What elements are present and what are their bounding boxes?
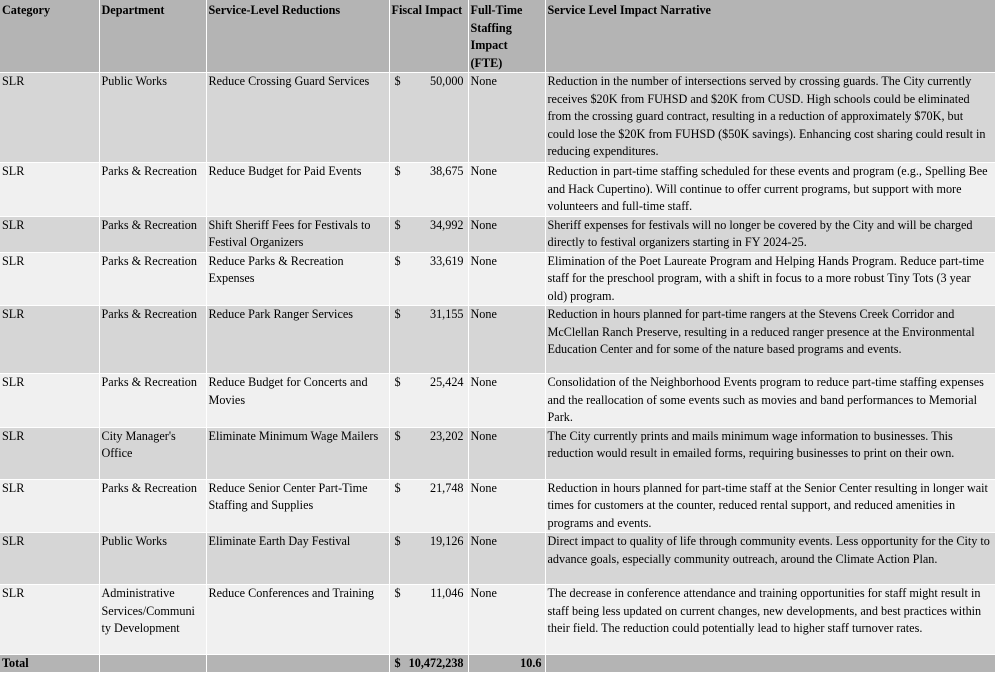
- cell-currency: $: [394, 375, 401, 389]
- total-empty-department: [99, 655, 206, 673]
- total-fiscal-impact: [389, 655, 468, 673]
- cell-currency: $: [394, 307, 401, 321]
- cell-fiscal-impact: [389, 306, 468, 374]
- cell-category: SLR: [0, 252, 99, 306]
- total-label: Total: [0, 655, 99, 673]
- header-row: [0, 0, 995, 73]
- cell-fte: None: [468, 252, 545, 306]
- cell-department: Parks & Recreation: [99, 479, 206, 533]
- cell-fiscal-impact: [389, 374, 468, 428]
- table-row: [0, 306, 995, 374]
- cell-fte: None: [468, 306, 545, 374]
- cell-narrative: Elimination of the Poet Laureate Program and Helping Hands Program. Reduce part-time staff for the preschool program, with a shift in focus to a more robust Tiny Tots (3 year old) program.: [545, 252, 995, 306]
- header-category: Category: [0, 0, 99, 73]
- total-amount: 10,472,238: [408, 656, 464, 670]
- table-row: [0, 73, 995, 163]
- cell-reduction: Reduce Conferences and Training: [206, 585, 389, 655]
- cell-amount: 25,424: [429, 375, 464, 389]
- cell-narrative: Direct impact to quality of life through community events. Less opportunity for the City to advance goals, especially community outreach, around the Climate Action Plan.: [545, 533, 995, 585]
- cell-category: SLR: [0, 585, 99, 655]
- cell-currency: $: [394, 217, 401, 232]
- cell-narrative: Consolidation of the Neighborhood Events program to reduce part-time staffing expenses and the reallocation of some events such as movies and band performances to Memorial Park.: [545, 374, 995, 428]
- cell-fiscal-impact: [389, 479, 468, 533]
- total-row: [0, 655, 995, 673]
- cell-amount: 11,046: [430, 586, 464, 600]
- cell-narrative: Sheriff expenses for festivals will no longer be covered by the City and will be charged directly to festival organizers starting in FY 2024-25.: [545, 216, 995, 252]
- cell-reduction: Eliminate Minimum Wage Mailers: [206, 427, 389, 479]
- cell-category: SLR: [0, 374, 99, 428]
- cell-amount: 21,748: [429, 480, 464, 495]
- cell-fte: None: [468, 427, 545, 479]
- cell-currency: $: [394, 480, 401, 495]
- cell-fte: None: [468, 374, 545, 428]
- cell-fiscal-impact: [389, 216, 468, 252]
- cell-reduction: Reduce Budget for Concerts and Movies: [206, 374, 389, 428]
- table-row: [0, 427, 995, 479]
- cell-fiscal-impact: [389, 163, 468, 217]
- cell-narrative: Reduction in hours planned for part-time rangers at the Stevens Creek Corridor and McClellan Ranch Preserve, resulting in a reduced ranger presence at the Environmental Education Center and for some of the nature based programs and events.: [545, 306, 995, 374]
- table-row: [0, 252, 995, 306]
- cell-fte: None: [468, 479, 545, 533]
- total-currency: $: [394, 656, 401, 670]
- total-fte: 10.6: [468, 655, 545, 673]
- cell-fiscal-impact: [389, 427, 468, 479]
- cell-narrative: The City currently prints and mails minimum wage information to businesses. This reduction would result in emailed forms, requiring businesses to print on their own.: [545, 427, 995, 479]
- header-fte: Full-Time Staffing Impact (FTE): [468, 0, 545, 73]
- cell-narrative: Reduction in the number of intersections served by crossing guards. The City currently receives $20K from FUHSD and $20K from CUSD. High schools could be eliminated from the crossing guard contract, resulting in a reduction of approximately $70K, but could lose the $20K from FUHSD ($50K savings). Enhancing cost sharing could result in reducing expenditures.: [545, 73, 995, 163]
- cell-fiscal-impact: [389, 533, 468, 585]
- cell-department: Parks & Recreation: [99, 216, 206, 252]
- cell-department: City Manager's Office: [99, 427, 206, 479]
- cell-reduction: Reduce Park Ranger Services: [206, 306, 389, 374]
- cell-currency: $: [394, 74, 401, 88]
- total-empty-reduction: [206, 655, 389, 673]
- cell-amount: 34,992: [429, 217, 464, 232]
- cell-amount: 31,155: [429, 307, 464, 321]
- cell-reduction: Reduce Crossing Guard Services: [206, 73, 389, 163]
- cell-reduction: Eliminate Earth Day Festival: [206, 533, 389, 585]
- cell-category: SLR: [0, 73, 99, 163]
- cell-department: Parks & Recreation: [99, 306, 206, 374]
- cell-amount: 19,126: [429, 534, 464, 548]
- cell-fte: None: [468, 585, 545, 655]
- cell-category: SLR: [0, 216, 99, 252]
- cell-fte: None: [468, 533, 545, 585]
- cell-fiscal-impact: [389, 252, 468, 306]
- cell-currency: $: [394, 586, 401, 600]
- cell-department: Parks & Recreation: [99, 252, 206, 306]
- table-row: [0, 216, 995, 252]
- cell-narrative: Reduction in hours planned for part-time staff at the Senior Center resulting in longer wait times for customers at the counter, reduced rental support, and reduced amenities in programs and events.: [545, 479, 995, 533]
- cell-department: Public Works: [99, 73, 206, 163]
- cell-reduction: Reduce Budget for Paid Events: [206, 163, 389, 217]
- cell-fte: None: [468, 163, 545, 217]
- header-department: Department: [99, 0, 206, 73]
- cell-fte: None: [468, 216, 545, 252]
- table-row: [0, 374, 995, 428]
- cell-reduction: Reduce Senior Center Part-Time Staffing and Supplies: [206, 479, 389, 533]
- cell-fiscal-impact: [389, 585, 468, 655]
- cell-currency: $: [394, 253, 401, 268]
- cell-amount: 38,675: [429, 164, 464, 178]
- cell-category: SLR: [0, 427, 99, 479]
- cell-fte: None: [468, 73, 545, 163]
- cell-category: SLR: [0, 533, 99, 585]
- cell-category: SLR: [0, 479, 99, 533]
- cell-department: Parks & Recreation: [99, 374, 206, 428]
- header-fiscal-impact: Fiscal Impact: [389, 0, 468, 73]
- total-empty-narrative: [545, 655, 995, 673]
- cell-category: SLR: [0, 306, 99, 374]
- cell-fiscal-impact: [389, 73, 468, 163]
- cell-amount: 23,202: [429, 428, 464, 443]
- cell-amount: 33,619: [429, 253, 464, 268]
- table-row: [0, 533, 995, 585]
- table-row: [0, 163, 995, 217]
- cell-category: SLR: [0, 163, 99, 217]
- cell-amount: 50,000: [429, 74, 464, 88]
- header-narrative: Service Level Impact Narrative: [545, 0, 995, 73]
- cell-department: Public Works: [99, 533, 206, 585]
- cell-reduction: Reduce Parks & Recreation Expenses: [206, 252, 389, 306]
- cell-currency: $: [394, 534, 401, 548]
- cell-department: Parks & Recreation: [99, 163, 206, 217]
- cell-narrative: Reduction in part-time staffing scheduled for these events and program (e.g., Spelling Bee and Hack Cupertino). Will continue to offer current programs, but support with more volunteers and full-time staff.: [545, 163, 995, 217]
- header-reduction: Service-Level Reductions: [206, 0, 389, 73]
- cell-narrative: The decrease in conference attendance and training opportunities for staff might result in staff being less updated on current changes, new developments, and best practices within their field. The reduction could potentially lead to higher staff turnover rates.: [545, 585, 995, 655]
- table-row: [0, 585, 995, 655]
- cell-currency: $: [394, 164, 401, 178]
- cell-currency: $: [394, 428, 401, 443]
- table-row: [0, 479, 995, 533]
- cell-department: Administrative Services/Communi ty Development: [99, 585, 206, 655]
- cell-reduction: Shift Sheriff Fees for Festivals to Festival Organizers: [206, 216, 389, 252]
